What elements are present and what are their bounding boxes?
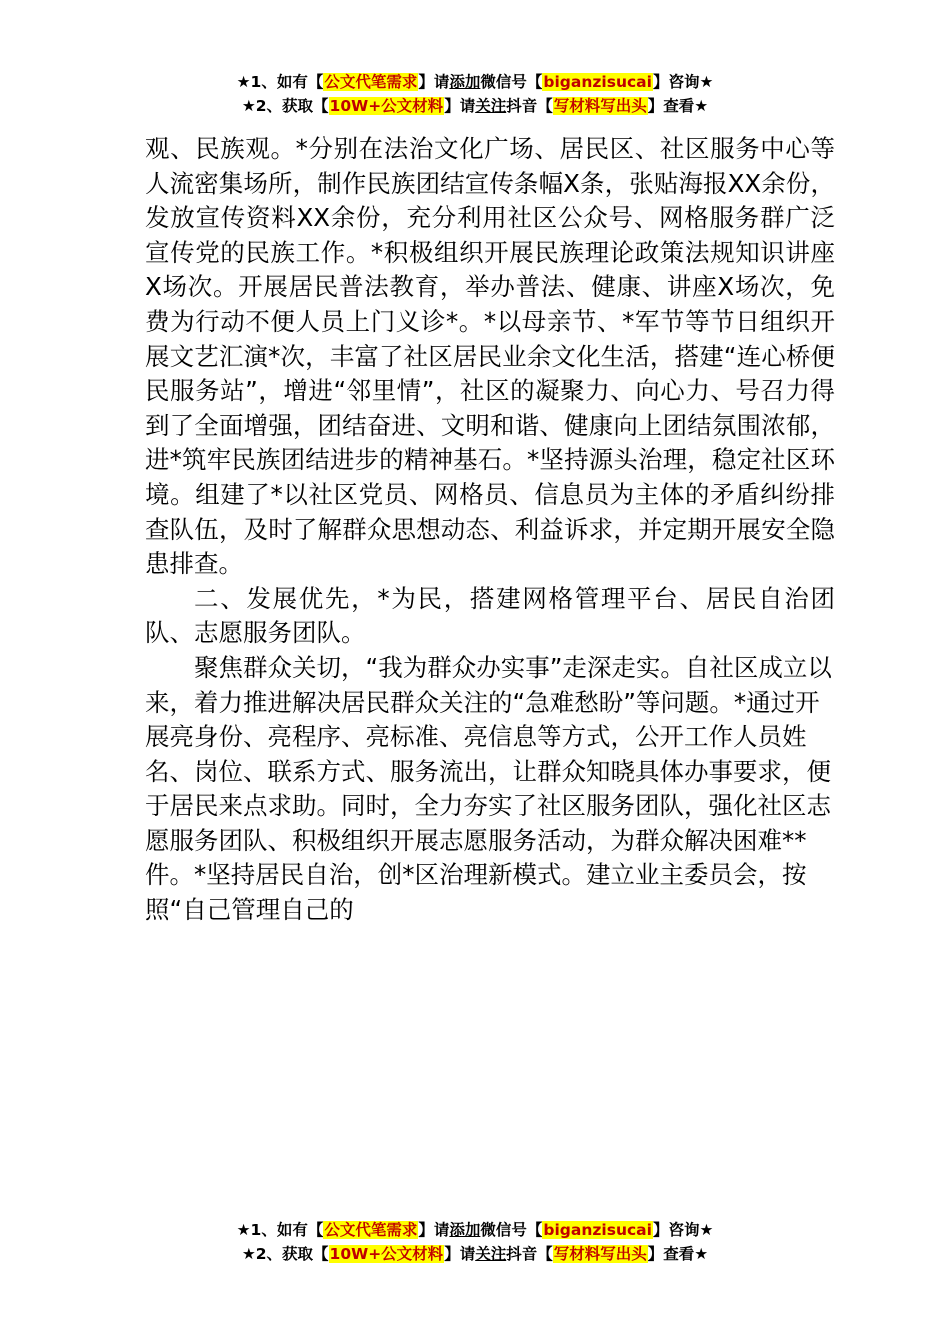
banner-underline: 关注 (475, 1245, 507, 1263)
banner-line-1 (0, 70, 950, 94)
banner-text: 抖音【 (506, 1245, 553, 1263)
banner-underline: 添加 (449, 1221, 481, 1239)
banner-text: 】查看★ (647, 1245, 709, 1263)
banner-underline: 关注 (475, 97, 507, 115)
footer-banner (0, 1218, 950, 1266)
banner-text: 】请 (418, 73, 450, 91)
banner-line-2 (0, 1242, 950, 1266)
banner-text: 】请 (444, 97, 476, 115)
banner-underline: 添加 (449, 73, 481, 91)
banner-line-2 (0, 94, 950, 118)
paragraph-continued: 观、民族观。*分别在法治文化广场、居民区、社区服务中心等人流密集场所，制作民族团结宣传条幅X条，张贴海报XX余份，发放宣传资料XX余份，充分利用社区公众号、网格服务群广泛宣传党的民族工作。*积极组织开展民族理论政策法规知识讲座X场次。开展居民普法教育，举办普法、健康、讲座X场次，免费为行动不便人员上门义诊*。*以母亲节、*军节等节日组织开展文艺汇演*次，丰富了社区居民业余文化生活，搭建“连心桥便民服务站”，增进“邻里情”，社区的凝聚力、向心力、号召力得到了全面增强，团结奋进、文明和谐、健康向上团结氛围浓郁，进*筑牢民族团结进步的精神基石。*坚持源头治理，稳定社区环境。组建了*以社区党员、网格员、信息员为主体的矛盾纠纷排查队伍，及时了解群众思想动态、利益诉求，并定期开展安全隐患排查。 (145, 134, 835, 579)
banner-text: ★1、如有【 (236, 73, 324, 91)
section-heading-2: 二、发展优先，*为民，搭建网格管理平台、居民自治团队、志愿服务团队。 (145, 583, 835, 648)
banner-highlight: 10W+公文材料 (329, 1245, 444, 1263)
banner-text: 抖音【 (506, 97, 553, 115)
document-body (145, 132, 835, 928)
banner-highlight: 公文代笔需求 (324, 1221, 418, 1239)
banner-highlight: biganzisucai (543, 73, 652, 91)
banner-highlight: 写材料写出头 (553, 1245, 647, 1263)
banner-highlight: 10W+公文材料 (329, 97, 444, 115)
banner-text: 】查看★ (647, 97, 709, 115)
banner-text: 】请 (418, 1221, 450, 1239)
banner-line-1 (0, 1218, 950, 1242)
header-banner (0, 70, 950, 118)
banner-highlight: biganzisucai (543, 1221, 652, 1239)
banner-text: ★2、获取【 (241, 1245, 329, 1263)
banner-text: ★2、获取【 (241, 97, 329, 115)
banner-text: 微信号【 (480, 73, 543, 91)
banner-text: ★1、如有【 (236, 1221, 324, 1239)
banner-text: 】咨询★ (652, 1221, 714, 1239)
banner-highlight: 公文代笔需求 (324, 73, 418, 91)
banner-text: 】咨询★ (652, 73, 714, 91)
banner-highlight: 写材料写出头 (553, 97, 647, 115)
banner-text: 】请 (444, 1245, 476, 1263)
banner-text: 微信号【 (480, 1221, 543, 1239)
paragraph: 聚焦群众关切，“我为群众办实事”走深走实。自社区成立以来，着力推进解决居民群众关注的“急难愁盼”等问题。*通过开展亮身份、亮程序、亮标准、亮信息等方式，公开工作人员姓名、岗位、联系方式、服务流出，让群众知晓具体办事要求，便于居民来点求助。同时，全力夯实了社区服务团队，强化社区志愿服务团队、积极组织开展志愿服务活动，为群众解决困难**件。*坚持居民自治，创*区治理新模式。建立业主委员会，按照“自己管理自己的 (145, 652, 832, 925)
